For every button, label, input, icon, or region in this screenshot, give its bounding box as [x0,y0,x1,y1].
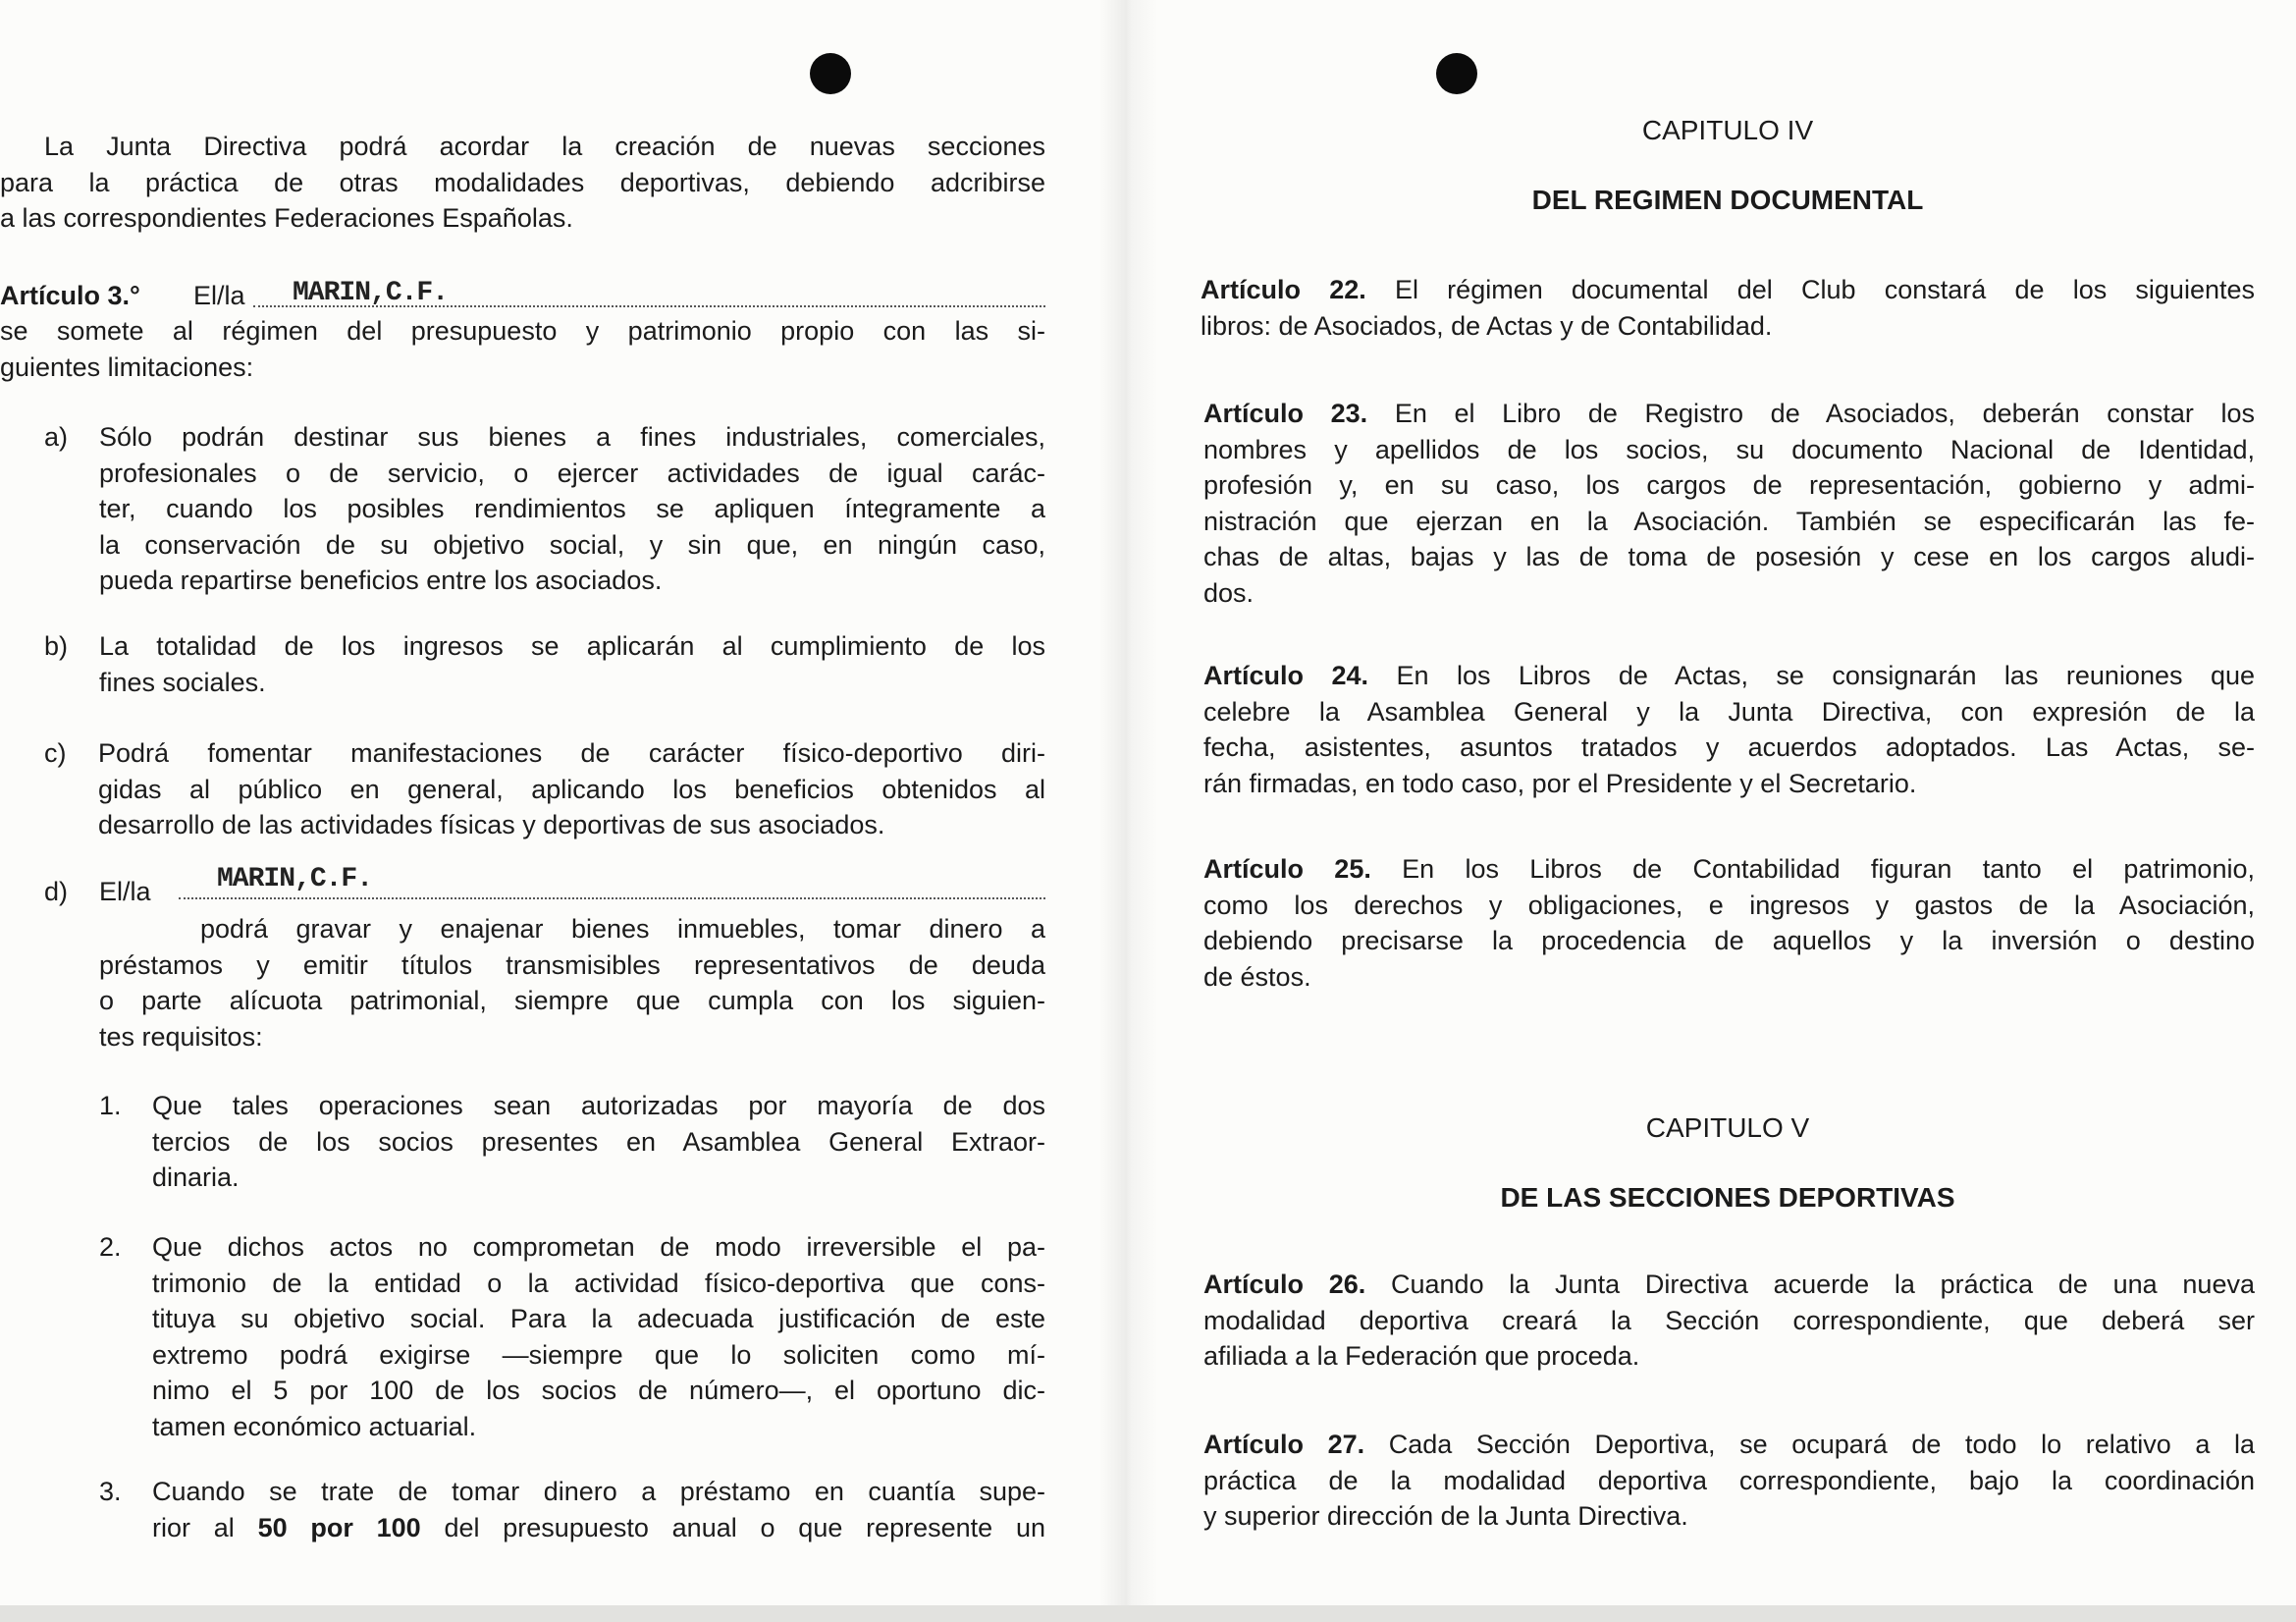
text-line [1203,658,2255,694]
text-content: dinaria. [152,1162,240,1192]
text-content: préstamos y emitir títulos transmisibles representativos de deuda [99,949,1045,980]
text-content: Sólo podrán destinar sus bienes a fines industriales, comerciales, [99,422,1045,452]
text-line [152,1229,1045,1266]
text-content: pueda repartirse beneficios entre los asociados. [99,566,663,595]
item-c-label: c) [44,738,67,768]
text-line [1203,467,2255,504]
item-b-text [99,628,1045,700]
text-line [152,1409,1045,1445]
text-line [0,313,1045,350]
text-content: En los Libros de Actas, se consignarán las reuniones que [1396,661,2255,690]
text-line [1203,504,2255,540]
text-content: fecha, asistentes, asuntos tratados y acuerdos adoptados. Las Actas, se- [1203,732,2255,762]
text-line: Cuando se trate de tomar dinero a préstamo en cuantía supe- [152,1477,1045,1506]
text-line [98,735,1045,772]
text-content: Que tales operaciones sean autorizadas por mayoría de dos [152,1091,1045,1120]
text-content: para la práctica de otras modalidades deportivas, debiendo adcribirse [0,167,1045,197]
article-25 [1203,851,2255,995]
text-line [98,772,1045,808]
text-content: ter, cuando los posibles rendimientos se apliquen íntegramente a [99,494,1045,523]
text-content: profesionales o de servicio, o ejercer actividades de igual carác- [99,458,1045,488]
text-line [152,1301,1045,1337]
article-23 [1203,396,2255,611]
text-line [1203,1303,2255,1339]
text-line [152,1124,1045,1161]
text-line [99,563,1045,599]
item-d-heading [0,864,1045,910]
article-3-text [0,313,1045,385]
text-content: y superior dirección de la Junta Directiva. [1203,1501,1688,1531]
text-line [0,129,1045,165]
text-content: de éstos. [1203,961,1311,992]
text-content: gidas al público en general, aplicando los beneficios obtenidos al [98,774,1045,804]
text-line [0,350,1045,386]
item-a-label: a) [44,422,69,452]
article-26 [1203,1267,2255,1375]
item-b-label: b) [44,631,69,661]
article-label: Artículo 26. [1203,1270,1366,1299]
article-22 [1201,272,2255,344]
text-content: En los Libros de Contabilidad figuran tanto el patrimonio, [1402,854,2255,884]
article-label: Artículo 24. [1203,661,1368,690]
text-line [1203,539,2255,575]
text-line [1201,308,2255,345]
text-line [1201,272,2255,308]
text-line [1203,851,2255,888]
requirement-3-label: 3. [99,1477,122,1506]
text-content: afiliada a la Federación que proceda. [1203,1341,1640,1371]
text-line [1203,923,2255,959]
item-d-continuation [99,947,1045,1055]
text-content: fines sociales. [99,667,266,697]
text-content: tes requisitos: [99,1021,263,1052]
text-content: guientes limitaciones: [0,351,254,382]
item-d-text [99,911,1045,1054]
text-content: Cuando la Junta Directiva acuerde la práctica de una nueva [1391,1270,2255,1299]
text-content: Cada Sección Deportiva, se ocupará de todo lo relativo a la [1388,1430,2255,1459]
filled-club-name: MARIN,C.F. [217,864,373,894]
requirement-1-label: 1. [99,1091,122,1120]
requirement-2-text [152,1229,1045,1444]
filled-club-name: MARIN,C.F. [293,278,449,308]
text-content: tituya su objetivo social. Para la adecuada justificación de este [152,1304,1045,1333]
article-label: Artículo 25. [1203,854,1371,884]
item-d-prefix: El/la [99,877,151,906]
text-line [1203,1267,2255,1303]
text-line [1203,730,2255,766]
text-content: la conservación de su objetivo social, y sin que, en ningún caso, [99,529,1045,560]
text-content: nimo el 5 por 100 de los socios de número—, el oportuno dic- [152,1376,1045,1405]
text-content: extremo podrá exigirse —siempre que lo soliciten como mí- [152,1339,1045,1370]
text-content: En el Libro de Registro de Asociados, deberán constar los [1394,399,2255,428]
text-line [152,1160,1045,1196]
text-content: o parte alícuota patrimonial, siempre que cumpla con los siguien- [99,986,1045,1015]
item-d-label: d) [44,877,69,906]
text-content: chas de altas, bajas y las de toma de posesión y cese en los cargos aludi- [1203,542,2255,571]
text-line [98,807,1045,843]
text-content: profesión y, en su caso, los cargos de representación, gobierno y admi- [1203,470,2255,500]
text-line [99,665,1045,701]
requirement-2-label: 2. [99,1232,122,1262]
text-content: como los derechos y obligaciones, e ingresos y gastos de la Asociación, [1203,890,2255,920]
text-line [1203,396,2255,432]
article-24 [1203,658,2255,801]
text-line [1203,694,2255,730]
article-label: Artículo 22. [1201,275,1366,304]
text-content: debiendo precisarse la procedencia de aquellos y la inversión o destino [1203,926,2255,955]
text-content: se somete al régimen del presupuesto y patrimonio propio con las si- [0,316,1045,346]
text-segment: rior al [152,1512,258,1542]
text-line [0,200,1045,237]
paragraph-new-sections [0,129,1045,237]
text-line [152,1510,1045,1546]
text-line [99,491,1045,527]
punch-hole-right [1436,53,1477,94]
text-line [1203,1427,2255,1463]
text-line [99,527,1045,564]
text-line [99,947,1045,984]
chapter-4-number: CAPITULO IV [1641,115,1814,145]
text-content: celebre la Asamblea General y la Junta Directiva, con expresión de la [1203,696,2255,727]
text-line [152,1373,1045,1409]
text-line [1203,766,2255,802]
text-content: dos. [1203,577,1255,608]
text-line [1203,575,2255,612]
text-line [99,456,1045,492]
requirement-1-text [152,1088,1045,1196]
text-content: a las correspondientes Federaciones Españolas. [0,203,573,233]
text-line [152,1266,1045,1302]
text-content: trimonio de la entidad o la actividad físico-deportiva que cons- [152,1268,1045,1298]
text-content: nombres y apellidos de los socios, su documento Nacional de Identidad, [1203,434,2255,464]
text-line [152,1337,1045,1374]
text-content: tercios de los socios presentes en Asamblea General Extraor- [152,1126,1045,1157]
text-line [152,1088,1045,1124]
article-label: Artículo 27. [1203,1430,1365,1459]
text-content: modalidad deportiva creará la Sección correspondiente, que deberá ser [1203,1305,2255,1335]
article-label: Artículo 23. [1203,399,1368,428]
text-segment: del presupuesto anual o que represente un [420,1512,1046,1542]
requirement-3-text [152,1474,1045,1545]
text-line [99,628,1045,665]
text-content: nistración que ejerzan en la Asociación. También se especificarán las fe- [1203,506,2255,536]
chapter-5-title: DE LAS SECCIONES DEPORTIVAS [1500,1182,1955,1213]
page-fold [1099,0,1158,1622]
text-content: práctica de la modalidad deportiva correspondiente, bajo la coordinación [1203,1465,2255,1495]
scan-edge [0,1605,2296,1622]
bold-amount: 50 por 100 [257,1512,421,1542]
chapter-4-title: DEL REGIMEN DOCUMENTAL [1531,185,1924,215]
text-content: desarrollo de las actividades físicas y deportivas de sus asociados. [98,810,885,839]
text-content: La Junta Directiva podrá acordar la creación de nuevas secciones [44,132,1045,161]
text-line [1203,1463,2255,1499]
text-line [1203,1498,2255,1535]
text-line [1203,432,2255,468]
item-c-text [98,735,1045,843]
article-3-heading [0,278,1045,314]
text-line [99,983,1045,1019]
text-line: podrá gravar y enajenar bienes inmuebles, tomar dinero a [200,914,1045,944]
item-a-text [99,419,1045,599]
text-content: El régimen documental del Club constará de los siguientes [1394,275,2255,304]
text-content: La totalidad de los ingresos se aplicarán al cumplimiento de los [99,631,1045,661]
text-content: libros: de Asociados, de Actas y de Contabilidad. [1201,310,1773,341]
text-content: tamen económico actuarial. [152,1411,477,1441]
text-content: Podrá fomentar manifestaciones de carácter físico-deportivo diri- [98,738,1045,768]
text-line [99,419,1045,456]
text-content: Que dichos actos no comprometan de modo irreversible el pa- [152,1232,1045,1262]
text-content: rán firmadas, en todo caso, por el Presidente y el Secretario. [1203,768,1917,798]
text-line [1203,888,2255,924]
text-line [99,1019,1045,1055]
article-3-prefix: El/la [193,281,245,310]
text-line [1203,959,2255,996]
article-27 [1203,1427,2255,1535]
text-line [0,165,1045,201]
article-3-label: Artículo 3.° [0,281,140,310]
chapter-5-number: CAPITULO V [1645,1112,1810,1143]
punch-hole-left [810,53,851,94]
text-line [1203,1338,2255,1375]
